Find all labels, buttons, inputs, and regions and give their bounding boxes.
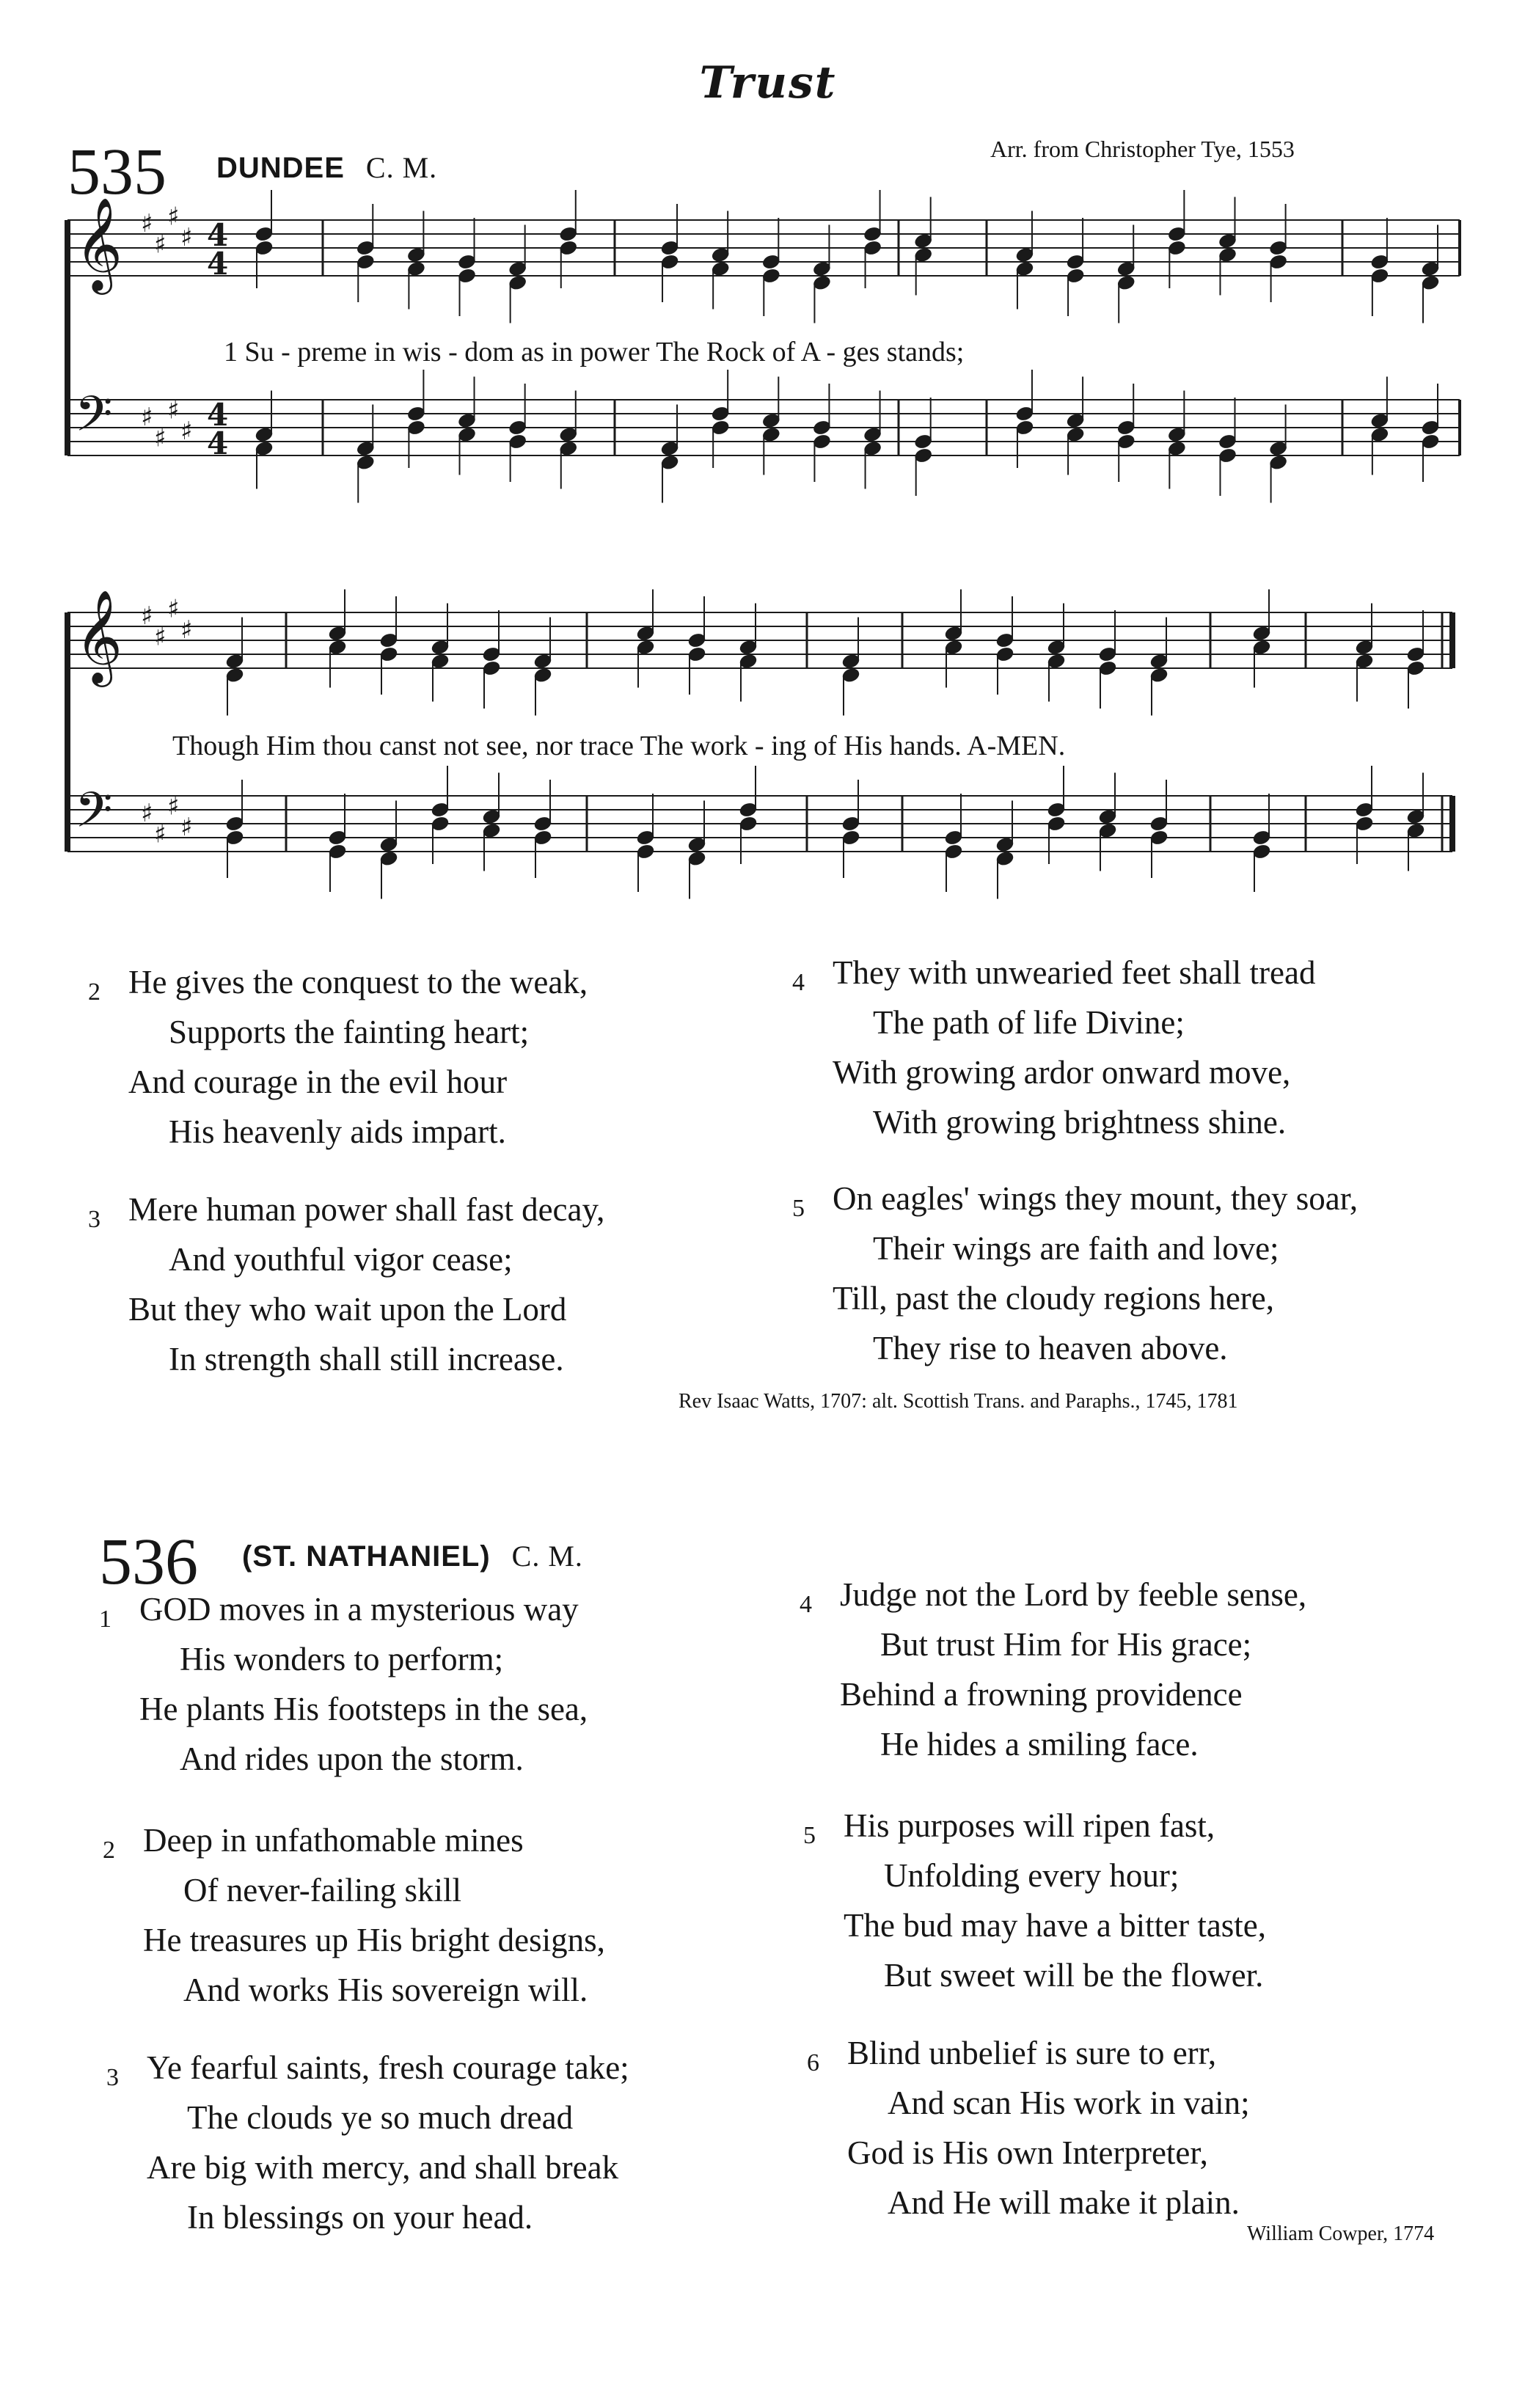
sharp-icon: ♯	[167, 594, 180, 624]
verse-line: GOD moves in a mysterious way	[139, 1591, 579, 1628]
verse-number: 5	[803, 1822, 816, 1849]
verse-number: 4	[800, 1591, 812, 1618]
time-signature-bottom: 4	[207, 246, 229, 282]
verse-number: 2	[103, 1837, 115, 1864]
page-title: Trust	[699, 57, 837, 109]
verse-line: Mere human power shall fast decay,	[128, 1191, 605, 1228]
bass-clef-icon: 𝄢	[75, 386, 113, 454]
tune-heading	[242, 1539, 583, 1573]
sharp-icon: ♯	[141, 601, 153, 631]
verse-536-3	[106, 2043, 629, 2242]
time-signature-top: 4	[207, 217, 229, 253]
verse-number: 2	[88, 978, 100, 1006]
verse-line: And scan His work in vain;	[888, 2085, 1250, 2121]
verse-line: His heavenly aids impart.	[169, 1113, 506, 1150]
verse-535-2	[88, 957, 588, 1157]
verse-line: In strength shall still increase.	[169, 1341, 564, 1377]
verse-line: He treasures up His bright designs,	[143, 1922, 605, 1958]
verse-line: Of never-failing skill	[183, 1872, 461, 1909]
sharp-icon: ♯	[180, 615, 193, 645]
verse-line: Their wings are faith and love;	[873, 1230, 1279, 1267]
sharp-icon: ♯	[141, 209, 153, 238]
sharp-icon: ♯	[141, 799, 153, 828]
tune-name: (ST. NATHANIEL)	[242, 1540, 491, 1573]
sharp-icon: ♯	[154, 423, 167, 453]
sharp-icon: ♯	[180, 223, 193, 252]
sharp-icon: ♯	[154, 622, 167, 652]
author-credit: Rev Isaac Watts, 1707: alt. Scottish Trans. and Paraphs., 1745, 1781	[679, 1390, 1238, 1413]
verse-535-3	[88, 1185, 604, 1384]
time-signature-top: 4	[207, 397, 229, 433]
verse-line: But they who wait upon the Lord	[128, 1291, 567, 1328]
sharp-icon: ♯	[180, 813, 193, 842]
verse-line: Unfolding every hour;	[884, 1857, 1180, 1894]
verse-number: 1	[99, 1606, 111, 1633]
tune-arranger: Arr. from Christopher Tye, 1553	[990, 136, 1295, 162]
treble-clef-icon: 𝄞	[75, 589, 123, 683]
verse-536-6	[807, 2028, 1250, 2228]
verse-536-5	[803, 1801, 1266, 2000]
hymn-number: 535	[67, 136, 167, 208]
verse-line: He hides a smiling face.	[880, 1726, 1199, 1763]
music-lyric-line-2: Though Him thou canst not see, nor trace The work - ing of His hands. A-MEN.	[172, 731, 1066, 761]
sharp-icon: ♯	[154, 819, 167, 849]
tune-name: DUNDEE	[216, 152, 345, 184]
treble-clef-icon: 𝄞	[75, 197, 123, 290]
verse-536-4	[800, 1570, 1306, 1769]
verse-line: With growing brightness shine.	[873, 1104, 1287, 1141]
verse-line: They with unwearied feet shall tread	[833, 954, 1316, 991]
verse-line: The clouds ye so much dread	[187, 2099, 574, 2136]
verse-line: His wonders to perform;	[180, 1641, 504, 1677]
verse-line: Supports the fainting heart;	[169, 1014, 530, 1050]
verse-line: Till, past the cloudy regions here,	[833, 1280, 1275, 1317]
verse-number: 3	[88, 1206, 100, 1233]
verse-line: On eagles' wings they mount, they soar,	[833, 1180, 1358, 1217]
verse-line: The bud may have a bitter taste,	[844, 1907, 1267, 1944]
verse-line: They rise to heaven above.	[873, 1330, 1228, 1366]
verse-535-4	[792, 948, 1315, 1147]
verse-number: 4	[792, 969, 805, 996]
verse-line: Judge not the Lord by feeble sense,	[840, 1576, 1307, 1613]
verse-536-1	[99, 1584, 588, 1784]
sharp-icon: ♯	[154, 230, 167, 260]
verse-line: Are big with mercy, and shall break	[147, 2149, 619, 2186]
sharp-icon: ♯	[167, 791, 180, 821]
verse-line: He gives the conquest to the weak,	[128, 964, 588, 1000]
verse-line: With growing ardor onward move,	[833, 1054, 1291, 1091]
verse-line: And works His sovereign will.	[183, 1972, 588, 2008]
tune-meter: C. M.	[511, 1540, 583, 1573]
bass-clef-icon: 𝄢	[75, 782, 113, 850]
music-score	[0, 0, 1536, 924]
verse-number: 6	[807, 2049, 819, 2076]
time-signature-bottom: 4	[207, 425, 229, 461]
music-lyric-line-1: 1 Su - preme in wis - dom as in power The Rock of A - ges stands;	[224, 337, 965, 367]
verse-line: In blessings on your head.	[187, 2199, 533, 2236]
verse-line: And rides upon the storm.	[180, 1741, 524, 1777]
sharp-icon: ♯	[167, 202, 180, 232]
verse-536-2	[103, 1815, 605, 2015]
verse-line: Behind a frowning providence	[840, 1676, 1243, 1713]
verse-number: 3	[106, 2064, 119, 2091]
verse-535-5	[792, 1174, 1358, 1373]
verse-line: Ye fearful saints, fresh courage take;	[147, 2049, 629, 2086]
verse-line: He plants His footsteps in the sea,	[139, 1691, 588, 1727]
verse-line: And youthful vigor cease;	[169, 1241, 513, 1278]
verse-line: And courage in the evil hour	[128, 1064, 508, 1100]
verse-line: The path of life Divine;	[873, 1004, 1185, 1041]
hymn-number: 536	[99, 1526, 198, 1598]
verse-line: Deep in unfathomable mines	[143, 1822, 524, 1859]
sharp-icon: ♯	[180, 417, 193, 446]
sharp-icon: ♯	[167, 395, 180, 425]
verse-line: Blind unbelief is sure to err,	[847, 2035, 1217, 2071]
verse-line: God is His own Interpreter,	[847, 2134, 1208, 2171]
verse-line: His purposes will ripen fast,	[844, 1807, 1215, 1844]
verse-line: But trust Him for His grace;	[880, 1626, 1252, 1663]
sharp-icon: ♯	[141, 403, 153, 432]
author-credit: William Cowper, 1774	[1247, 2222, 1435, 2245]
tune-meter: C. M.	[365, 151, 438, 184]
verse-number: 5	[792, 1195, 805, 1222]
verse-line: And He will make it plain.	[888, 2184, 1240, 2221]
verse-line: But sweet will be the flower.	[884, 1957, 1264, 1994]
